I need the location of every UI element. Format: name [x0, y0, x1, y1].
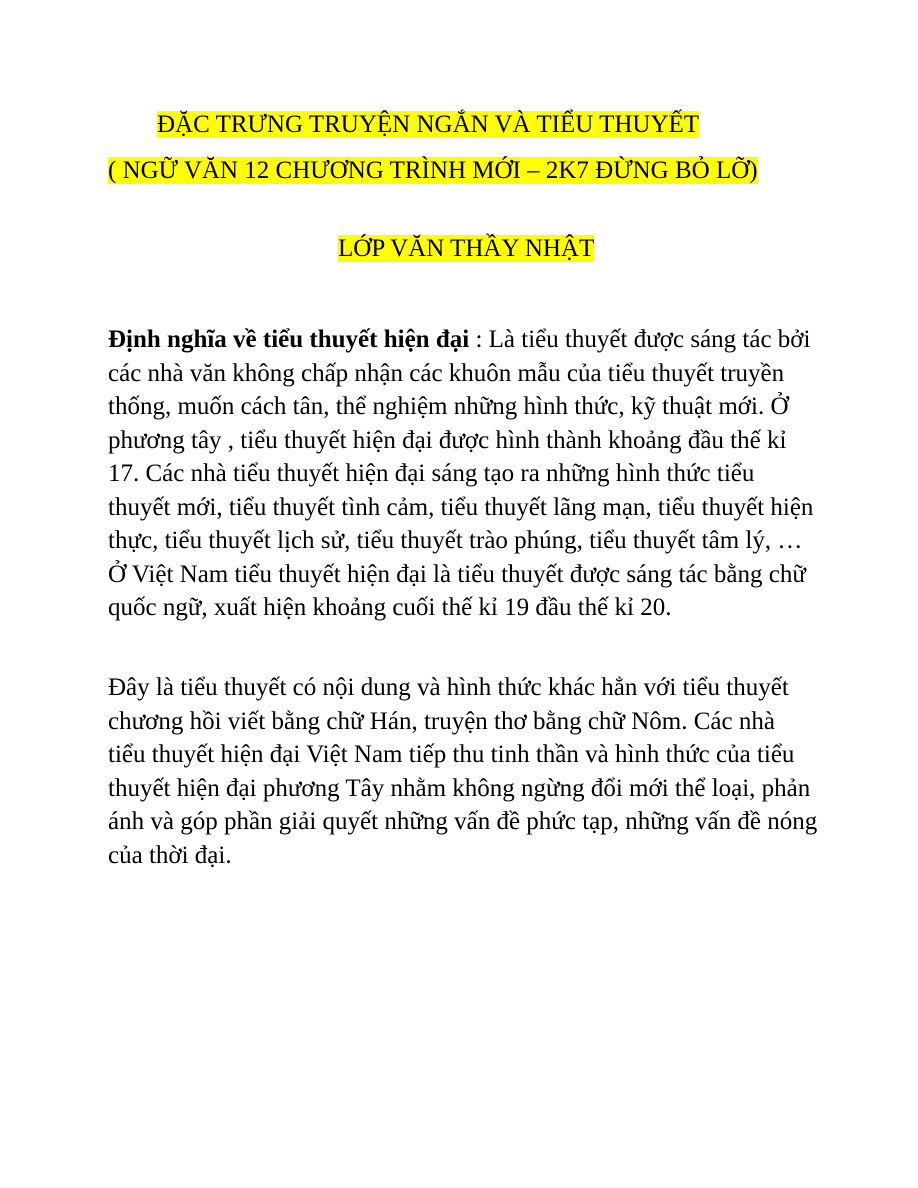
body-paragraph: Đây là tiểu thuyết có nội dung và hình thức khác hẳn với tiểu thuyết chương hồi viết bằng chữ Hán, truyện thơ bằng chữ Nôm. Các nhà tiểu thuyết hiện đại Việt Nam tiếp thu tinh thần và hình thức của tiểu thuyết hiện đại phương Tây nhằm không ngừng đổi mới thể loại, phản ánh và góp phần giải quyết những vấn đề phức tạp, những vấn đề nóng của thời đại.: [108, 674, 818, 869]
title-line-3: LỚP VĂN THẦY NHẬT: [338, 235, 595, 262]
definition-term: Định nghĩa về tiểu thuyết hiện đại: [108, 326, 470, 353]
definition-paragraph: [108, 323, 818, 625]
title-line-1: ĐẶC TRƯNG TRUYỆN NGẮN VÀ TIỂU THUYẾT: [157, 111, 700, 138]
definition-text: : Là tiểu thuyết được sáng tác bởi các nhà văn không chấp nhận các khuôn mẫu của tiểu thuyết truyền thống, muốn cách tân, thể nghiệm những hình thức, kỹ thuật mới. Ở phương tây , tiểu thuyết hiện đại được hình thành khoảng đầu thế kỉ 17. Các nhà tiểu thuyết hiện đại sáng tạo ra những hình thức tiểu thuyết mới, tiểu thuyết tình cảm, tiểu thuyết lãng mạn, tiểu thuyết hiện thực, tiểu thuyết lịch sử, tiểu thuyết trào phúng, tiểu thuyết tâm lý, … Ở Việt Nam tiểu thuyết hiện đại là tiểu thuyết được sáng tác bằng chữ quốc ngữ, xuất hiện khoảng cuối thế kỉ 19 đầu thế kỉ 20.: [108, 326, 814, 621]
title-line-2: ( NGỮ VĂN 12 CHƯƠNG TRÌNH MỚI – 2K7 ĐỪNG BỎ LỠ): [108, 157, 758, 184]
document-author-line: [338, 232, 594, 265]
document-subtitle: [108, 154, 808, 187]
document-title: [157, 108, 699, 141]
